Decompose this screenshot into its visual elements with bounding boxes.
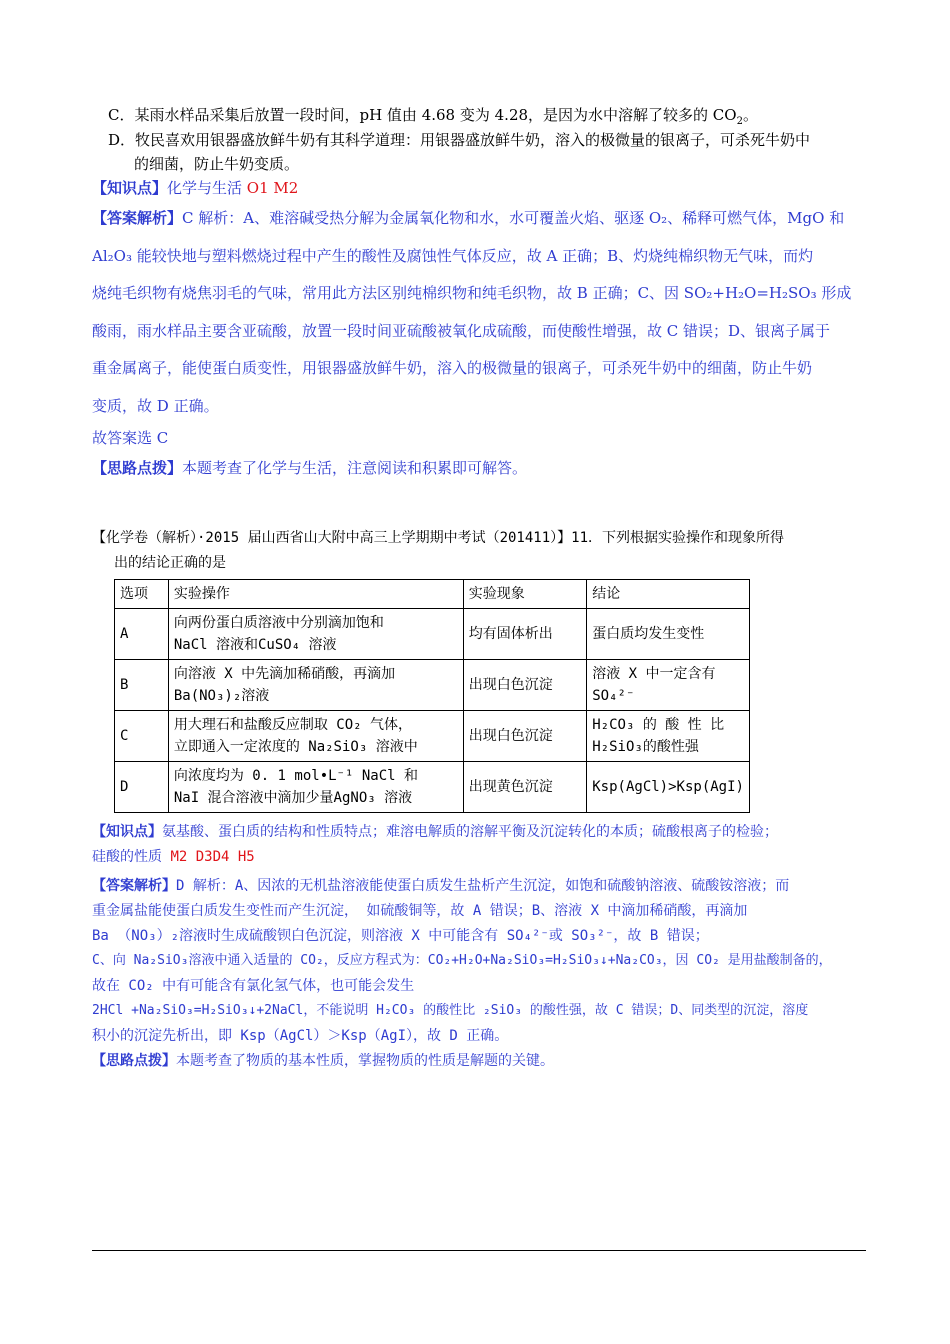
table-cell-option: C	[115, 711, 169, 762]
conclusion-line: 蛋白质均发生变性	[592, 626, 705, 642]
answer2-text-1: D 解析：A、因浓的无机盐溶液能使蛋白质发生盐析产生沉淀，如饱和硫酸钠溶液、硫酸铵溶液；而	[176, 878, 790, 894]
answer-line-4: 酸雨，雨水样品主要含亚硫酸，放置一段时间亚硫酸被氧化成硫酸，而使酸性增强，故 C 错误；D、银离子属于	[92, 322, 831, 340]
operation-line: NaCl 溶液和CuSO₄ 溶液	[173, 637, 337, 653]
table-cell-option: A	[115, 609, 169, 660]
table-row	[115, 660, 750, 711]
table-cell-operation	[168, 711, 463, 762]
answer2-line-6: 2HCl +Na₂SiO₃=H₂SiO₃↓+2NaCl，不能说明 H₂CO₃ 的酸性比 ₂SiO₃ 的酸性强，故 C 错误；D、同类型的沉淀，溶度	[92, 1003, 809, 1018]
table-cell-conclusion	[587, 762, 750, 813]
table-cell-phenomenon: 出现黄色沉淀	[463, 762, 587, 813]
knowledge-label: 【知识点】	[92, 179, 168, 197]
answer-line-3: 烧纯毛织物有烧焦羽毛的气味，常用此方法区别纯棉织物和纯毛织物，故 B 正确；C、因 SO₂+H₂O=H₂SO₃ 形成	[92, 284, 852, 302]
table-row	[115, 762, 750, 813]
table-cell-operation	[168, 660, 463, 711]
table-cell-operation	[168, 609, 463, 660]
knowledge-text-2b: 硅酸的性质	[92, 849, 171, 865]
operation-line: 向两份蛋白质溶液中分别滴加饱和	[173, 615, 384, 631]
tip-text-2: 本题考查了物质的基本性质，掌握物质的性质是解题的关键。	[176, 1053, 554, 1069]
knowledge-codes-2: M2 D3D4 H5	[170, 849, 255, 865]
tip-1	[92, 458, 950, 478]
question-header-1: 【化学卷（解析）·2015 届山西省山大附中高三上学期期中考试（201411）】11．下列根据实验操作和现象所得	[92, 530, 784, 546]
table-header: 实验操作	[168, 580, 463, 609]
conclusion-line: H₂CO₃ 的 酸 性 比	[592, 717, 725, 733]
option-d-line1: D．牧民喜欢用银器盛放鲜牛奶有其科学道理：用银器盛放鲜牛奶，溶入的极微量的银离子，可杀死牛奶中	[108, 131, 811, 149]
table-header-row	[115, 580, 750, 609]
answer-line-2: Al₂O₃ 能较快地与塑料燃烧过程中产生的酸性及腐蚀性气体反应，故 A 正确；B、灼烧纯棉织物无气味，而灼	[92, 247, 814, 265]
tip-text: 本题考查了化学与生活，注意阅读和积累即可解答。	[182, 459, 528, 477]
option-c-text: C．某雨水样品采集后放置一段时间，pH 值由 4.68 变为 4.28，是因为水中溶解了较多的 CO	[108, 106, 737, 124]
answer-label-2: 【答案解析】	[92, 878, 176, 894]
answer-label: 【答案解析】	[92, 209, 183, 227]
answer-text-1: C 解析：A、难溶碱受热分解为金属氧化物和水，水可覆盖火焰、驱逐 O₂、稀释可燃气体，MgO 和	[182, 209, 845, 227]
operation-line: 用大理石和盐酸反应制取 CO₂ 气体，	[173, 717, 412, 733]
answer-line-5: 重金属离子，能使蛋白质变性，用银器盛放鲜牛奶，溶入的极微量的银离子，可杀死牛奶中的细菌，防止牛奶	[92, 359, 813, 377]
conclusion-line: H₂SiO₃的酸性强	[592, 739, 699, 755]
knowledge-label-2: 【知识点】	[92, 824, 162, 840]
option-c-sub: 2	[736, 116, 743, 127]
tip-2	[92, 1051, 950, 1071]
footer-rule	[92, 1250, 866, 1251]
table-cell-conclusion	[587, 609, 750, 660]
tip-label-2: 【思路点拨】	[92, 1053, 176, 1069]
table-cell-option: D	[115, 762, 169, 813]
tip-label: 【思路点拨】	[92, 459, 183, 477]
knowledge-point-2	[92, 822, 950, 842]
table-row	[115, 711, 750, 762]
answer2-line-5: 故在 CO₂ 中有可能含有氯化氢气体，也可能会发生	[92, 978, 415, 994]
conclusion-line: 溶液 X 中一定含有	[592, 666, 716, 682]
experiment-table	[114, 579, 750, 813]
table-cell-phenomenon: 均有固体析出	[463, 609, 587, 660]
answer-line-6: 变质，故 D 正确。	[92, 397, 219, 415]
table-cell-operation	[168, 762, 463, 813]
table-cell-conclusion	[587, 660, 750, 711]
answer2-line-2: 重金属盐能使蛋白质发生变性而产生沉淀， 如硫酸铜等，故 A 错误；B、溶液 X 中滴加稀硝酸，再滴加	[92, 903, 748, 919]
answer2-line-3: Ba （NO₃）₂溶液时生成硫酸钡白色沉淀，则溶液 X 中可能含有 SO₄²⁻或 SO₃²⁻，故 B 错误；	[92, 928, 709, 944]
operation-line: 向溶液 X 中先滴加稀硝酸，再滴加	[173, 666, 396, 682]
answer-line-1	[92, 208, 950, 228]
table-cell-conclusion	[587, 711, 750, 762]
option-c	[108, 105, 950, 125]
knowledge-point-1	[92, 178, 950, 198]
question-header-2: 出的结论正确的是	[114, 555, 226, 571]
table-row	[115, 609, 750, 660]
answer2-line-4: C、向 Na₂SiO₃溶液中通入适量的 CO₂，反应方程式为：CO₂+H₂O+Na₂SiO₃=H₂SiO₃↓+Na₂CO₃，因 CO₂ 是用盐酸制备的，	[92, 953, 832, 968]
option-d-line2: 的细菌，防止牛奶变质。	[134, 155, 300, 173]
table-header: 结论	[587, 580, 750, 609]
table-header: 实验现象	[463, 580, 587, 609]
conclusion-line: Ksp(AgCl)>Ksp(AgI)	[592, 779, 744, 795]
table-cell-phenomenon: 出现白色沉淀	[463, 711, 587, 762]
operation-line: NaI 混合溶液中滴加少量AgNO₃ 溶液	[173, 790, 413, 806]
table-header: 选项	[115, 580, 169, 609]
operation-line: 立即通入一定浓度的 Na₂SiO₃ 溶液中	[173, 739, 418, 755]
operation-line: 向浓度均为 0. 1 mol•L⁻¹ NaCl 和	[173, 768, 418, 784]
knowledge-point-2b	[92, 847, 950, 867]
answer2-line-7: 积小的沉淀先析出，即 Ksp（AgCl）＞Ksp（AgI），故 D 正确。	[92, 1028, 509, 1044]
table-cell-option: B	[115, 660, 169, 711]
operation-line: Ba(NO₃)₂溶液	[173, 688, 270, 704]
conclusion-line: SO₄²⁻	[592, 688, 635, 704]
option-c-end: 。	[742, 106, 758, 124]
table-cell-phenomenon: 出现白色沉淀	[463, 660, 587, 711]
answer2-line-1	[92, 876, 950, 896]
knowledge-text: 化学与生活	[167, 179, 247, 197]
knowledge-text-2a: 氨基酸、蛋白质的结构和性质特点；难溶电解质的溶解平衡及沉淀转化的本质；硫酸根离子的检验；	[162, 824, 778, 840]
answer-choice: 故答案选 C	[92, 429, 169, 447]
knowledge-codes: O1 M2	[246, 179, 299, 197]
